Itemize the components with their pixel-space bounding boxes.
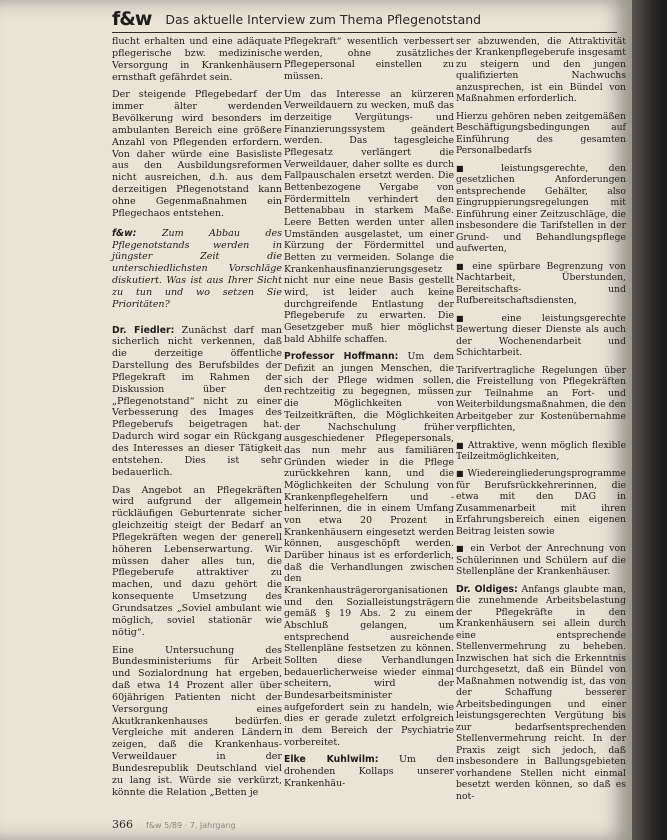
bullet-item [456,313,626,359]
paragraph: Um das Interesse an kürzeren Verweildauern zu wecken, muß das derzeitige Vergütungs- und Finanzierungssystem geändert werden. Das tagesgleiche Pflegesatz verlängert die Verweildauer, daher sollte es durch Fallpauschalen ersetzt werden. Die Bettenbezogene Vergabe von Fördermitteln verhindert den Bettenabbau in starkem Maße. Leere Betten werden unter allen Umständen ausgelastet, um einer Kürzung der Fördermittel und Betten zu vermeiden. Solange die Krankenhausfinanzierungsgesetz nicht nur eine neue Basis gestellt wird, ist leider auch keine durchgreifende Entlastung der Pflegeberufe zu erwarten. Die Gesetzgeber muß hier möglichst bald Abhilfe schaffen. [284,88,454,345]
paragraph: flucht erhalten und eine adäquate pflegerische bzw. medizinische Versorgung in Krankenhäusern ernsthaft gefährdet sein. [112,36,282,83]
paragraph: Dr. Fiedler: Zunächst darf man sicherlich nicht verkennen, daß die derzeitige öffentliche Darstellung des Berufsbildes der Pflegekraft im Rahmen der Diskussion über den „Pflegenotstand“ nicht zu einer Verbesserung des Images des Pflegeberufs beigetragen hat. Dadurch wird sogar ein Rückgang des Interesses an dieser Tätigkeit entstehen. Dies ist sehr bedauerlich. [112,324,282,478]
square-bullet-icon: ■ [456,163,502,173]
paragraph: Dr. Oldiges: Anfangs glaubte man, die zunehmende Arbeitsbelastung der Pflegekräfte in den Krankenhäusern sei allein durch eine entsprechende Stellenvermehrung zu beheben. Inzwischen hat sich die Erkenntnis durchgesetzt, daß ein Bündel von Maßnahmen notwendig ist, das von der Schaffung besserer Arbeitsbedingungen und einer leistungsgerechten Vergütung bis zur bedarfsentsprechenden Stellenvermehrung reicht. In der Praxis zeigt sich jedoch, daß insbesondere in Ballungsgebieten vorhandene Stellen nicht einmal besetzt werden können, so daß es not- [456,583,626,802]
speaker-name: f&w: [112,227,137,239]
publication-logo: f&w [112,8,152,30]
paragraph: Hierzu gehören neben zeitgemäßen Beschäftigungsbedingungen auf Einführung des gesamten Personalbedarfs [456,110,626,157]
bullet-text: eine spürbare Begrenzung von Nachtarbeit, Überstunden, Bereitschafts- und Rufbereitschaftsdiensten, [456,260,626,307]
bullet-text: ein Verbot der Anrechnung von Schülerinnen und Schülern auf die Stellenpläne der Krankenhäuser. [456,543,626,578]
page-number: 366 [112,818,133,831]
square-bullet-icon: ■ [456,469,468,479]
paragraph: ser abzuwenden, die Attraktivität der Krankenpflegeberufe insgesamt zu steigern und den jungen qualifizierten Nachwuchs anzusprechen, ist ein Bündel von Maßnahmen erforderlich. [456,36,626,105]
interview-question: f&w: Zum Abbau des Pflegenotstands werden in jüngster Zeit die unterschiedlichsten Vorschläge diskutiert. Was ist aus Ihrer Sicht zu tun und wo setzen Sie Prioritäten? [112,227,282,310]
square-bullet-icon: ■ [456,544,471,554]
page-header [112,6,617,33]
speaker-name: Professor Hoffmann: [284,351,399,363]
section-rubric: Das aktuelle Interview zum Thema Pflegenotstand [165,11,482,27]
bullet-item [456,468,626,537]
paragraph: Tarifvertragliche Regelungen über die Freistellung von Pflegekräften zur Teilnahme an Fort- und Weiterbildungsmaßnahmen, die den Arbeitgeber zur Kostenübernahme verpflichten, [456,364,626,434]
square-bullet-icon: ■ [456,313,502,323]
speaker-name: Dr. Oldiges: [456,583,518,595]
text-column-left [112,36,282,804]
bullet-text: Attraktive, wenn möglich flexible Teilzeitmöglichkeiten, [456,439,626,462]
book-spine-shadow [632,0,667,840]
paragraph: Elke Kuhlwilm: Um den drohenden Kollaps unserer Krankenhäu- [284,754,454,789]
bullet-text: Wiedereingliederungsprogramme für Berufsrückkehrerinnen, die etwa mit den DAG in Zusammenarbeit mit ihren Erfahrungsbereich einen eigenen Beitrag leisten sowie [456,468,626,537]
square-bullet-icon: ■ [456,261,473,271]
running-footer: f&w 5/89 · 7. Jahrgang [146,821,236,830]
speaker-name: Elke Kuhlwilm: [284,754,379,766]
bullet-item [456,163,626,255]
paragraph: Eine Untersuchung des Bundesministeriums für Arbeit und Sozialordnung hat ergeben, daß etwa 14 Prozent aller über 60jährigen Patienten nicht der Versorgung eines Akutkrankenhauses bedürfen. Vergleiche mit anderen Ländern zeigen, daß die Krankenhaus-Verweildauer in der Bundesrepublik Deutschland viel zu lang ist. Würde sie verkürzt, könnte die Relation „Betten je [112,644,282,798]
text-column-middle [284,36,454,795]
paragraph: Der steigende Pflegebedarf der immer älter werdenden Bevölkerung wird besonders im ambulanten Bereich eine größere Anzahl von Pflegenden erfordern. Von daher würde eine Basisliste aus den Ausbildungsreformen nicht ausreichen, d.h. aus dem derzeitigen Pflegenotstand kann ohne Gegenmaßnahmen ein Pflegechaos entstehen. [112,89,282,219]
speaker-name: Dr. Fiedler: [112,324,175,336]
paragraph: Das Angebot an Pflegekräften wird aufgrund der allgemein rückläufigen Geburtenrate sicher gleichzeitig steigt der Bedarf an Pflegekräften wegen der generell höheren Lebenserwartung. Wir müssen daher alles tun, die Pflegeberufe attraktiver zu machen, und dazu gehört die konsequente Umsetzung des Grundsatzes „Soviel ambulant wie möglich, soviel stationär wie nötig“. [112,484,282,638]
paragraph: Professor Hoffmann: Um dem Defizit an jungen Menschen, die sich der Pflege widmen sollen, rechtzeitig zu begegnen, müssen die Möglichkeiten von Teilzeitkräften, die Möglichkeiten der Nachschulung früher ausgeschiedener Pflegepersonals, das nun mehr aus familiären Gründen wieder in die Pflege zurückkehren kann, und die Möglichkeiten der Schulung von Krankenpflegehelfern und -helferinnen, die in einem Umfang von etwa 20 Prozent in Krankenhäusern eingesetzt werden können, ausgeschöpft werden. Darüber hinaus ist es erforderlich, daß die Verhandlungen zwischen den Krankenhausträgerorganisationen und den Sozialleistungsträgern gemäß § 19 Abs. 2 zu einem Abschluß gelangen, um entsprechend ausreichende Stellenpläne festsetzen zu können. Sollten diese Verhandlungen bedauerlicherweise wieder einmal scheitern, wird der Bundesarbeitsminister aufgefordert sein zu handeln, wie dies er gerade zuletzt erfolgreich in dem Bereich der Psychiatrie vorbereitet. [284,351,454,748]
bullet-item [456,543,626,577]
square-bullet-icon: ■ [456,440,468,450]
text-column-right [456,36,626,808]
paragraph: Pflegekraft“ wesentlich verbessert werden, ohne zusätzliches Pflegepersonal einstellen zu müssen. [284,36,454,83]
bullet-text: eine leistungsgerechte Bewertung dieser Dienste als auch der Wochenendarbeit und Schichtarbeit. [456,312,626,359]
bullet-text: leistungsgerechte, den gesetzlichen Anforderungen entsprechende Gehälter, also Eingruppierungsregelungen mit Einführung einer Zeitzuschläge, die insbesondere die Tarifstellen in der Grund- und Behandlungspflege aufwerten, [456,162,626,255]
bullet-item [456,440,626,463]
bullet-item [456,261,626,307]
